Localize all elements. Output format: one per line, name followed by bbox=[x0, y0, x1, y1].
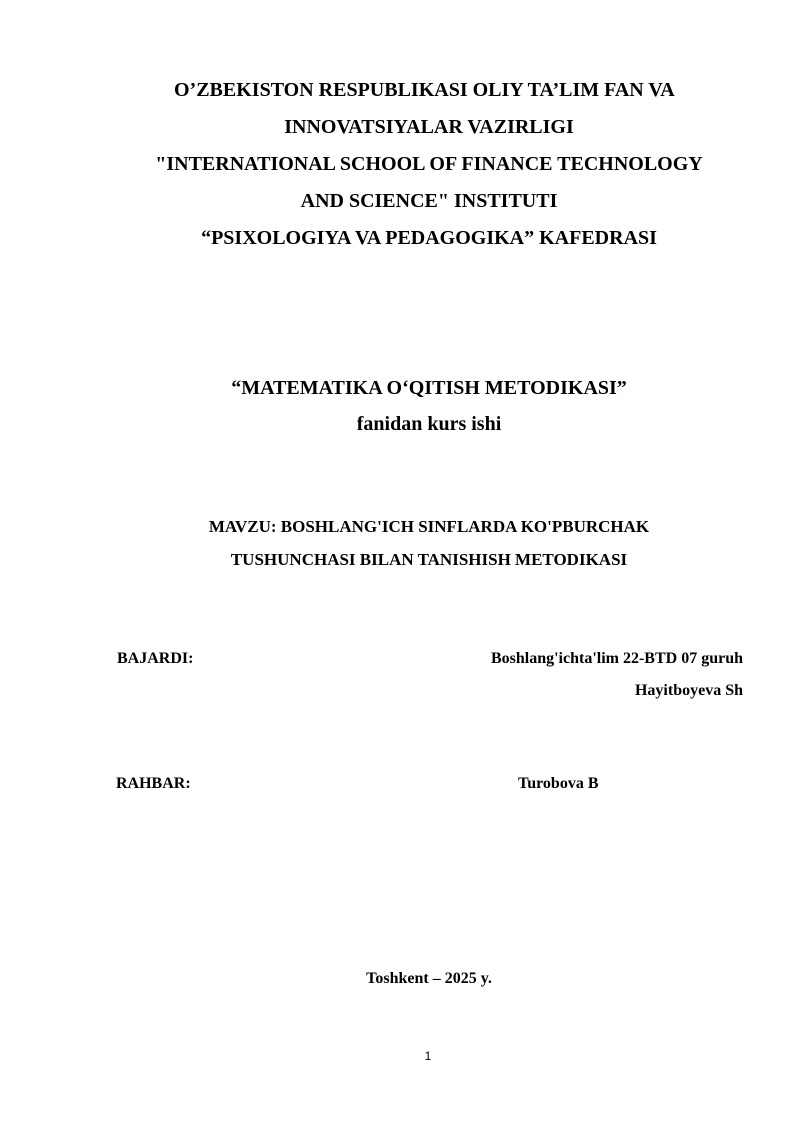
supervisor-label: RAHBAR: bbox=[116, 775, 191, 792]
department-name: “PSIXOLOGIYA VA PEDAGOGIKA” KAFEDRASI bbox=[201, 227, 657, 249]
page-number: 1 bbox=[424, 1049, 432, 1063]
institute-name-line2: AND SCIENCE" INSTITUTI bbox=[300, 190, 558, 212]
performer-group: Boshlang'ichta'lim 22-BTD 07 guruh bbox=[490, 650, 743, 667]
place-and-year: Toshkent – 2025 y. bbox=[366, 970, 492, 987]
ministry-title-line2: INNOVATSIYALAR VAZIRLIGI bbox=[284, 116, 574, 138]
supervisor-name: Turobova B bbox=[518, 775, 599, 792]
performer-label: BAJARDI: bbox=[117, 650, 194, 667]
course-subject: “MATEMATIKA O‘QITISH METODIKASI” bbox=[231, 377, 627, 399]
performer-name: Hayitboyeva Sh bbox=[634, 682, 743, 699]
ministry-title-line1: O’ZBEKISTON RESPUBLIKASI OLIY TA’LIM FAN VA bbox=[174, 79, 675, 101]
topic-line2: TUSHUNCHASI BILAN TANISHISH METODIKASI bbox=[230, 550, 628, 569]
course-type: fanidan kurs ishi bbox=[356, 413, 502, 435]
topic-line1: MAVZU: BOSHLANG'ICH SINFLARDA KO'PBURCHAK bbox=[208, 517, 650, 536]
institute-name-line1: "INTERNATIONAL SCHOOL OF FINANCE TECHNOLOGY bbox=[155, 153, 703, 175]
